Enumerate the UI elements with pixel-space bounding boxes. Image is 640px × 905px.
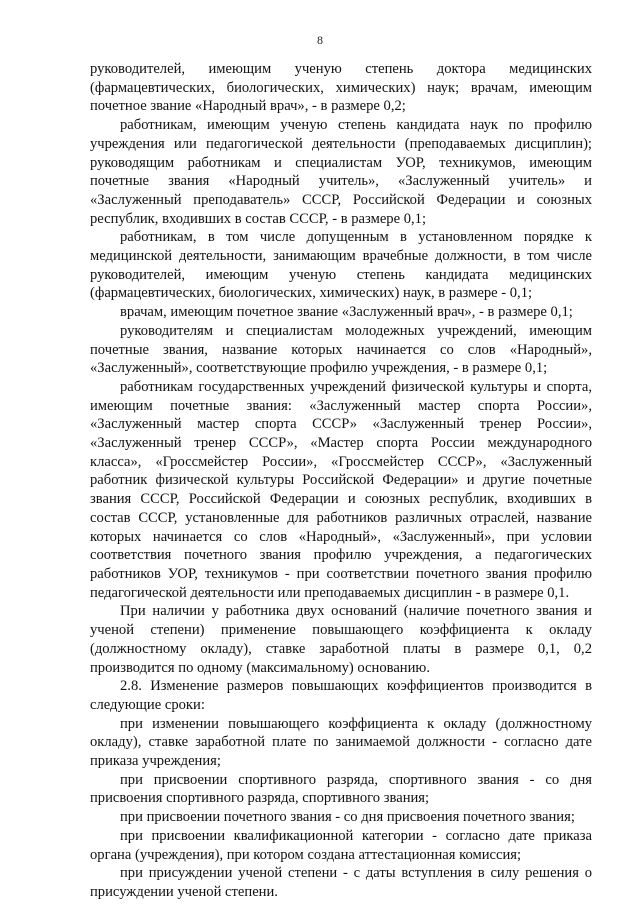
paragraph: врачам, имеющим почетное звание «Заслуженный врач», - в размере 0,1; [120, 304, 573, 321]
paragraph: при присвоении почетного звания - со дня присвоения почетного звания; [120, 809, 575, 826]
document-body [90, 60, 592, 902]
paragraph: при присуждении ученой степени - с даты вступления в силу решения о присуждении ученой степени. [90, 865, 592, 900]
paragraph: при присвоении квалификационной категории - согласно дате приказа органа (учреждения), при котором создана аттестационная комиссия; [90, 827, 592, 863]
paragraph: при присвоении спортивного разряда, спортивного звания - со дня присвоения спортивного разряда, спортивного звания; [90, 771, 592, 807]
paragraph: руководителям и специалистам молодежных учреждений, имеющим почетные звания, название которых начинается со слов «Народный», «Заслуженный», соответствующие профилю учреждения, - в размере 0,1; [90, 322, 592, 377]
paragraph: работникам, в том числе допущенным в установленном порядке к медицинской деятельности, занимающим врачебные должности, в том числе руководителей, имеющим ученую степень кандидата медицинских (фармацевтических, биологических, химических) наук, в размере - 0,1; [90, 229, 592, 302]
paragraph: При наличии у работника двух оснований (наличие почетного звания и ученой степени) применение повышающего коэффициента к окладу (должностному окладу), ставке заработной платы в размере 0,1, 0,2 производится по одному (максимальному) основанию. [90, 603, 592, 676]
paragraph: при изменении повышающего коэффициента к окладу (должностному окладу), ставке заработной плате по занимаемой должности - согласно дате приказа учреждения; [90, 715, 592, 770]
paragraph: 2.8. Изменение размеров повышающих коэффициентов производится в следующие сроки: [90, 678, 592, 713]
paragraph: работникам государственных учреждений физической культуры и спорта, имеющим почетные звания: «Заслуженный мастер спорта России», «Заслуженный мастер спорта СССР» «Заслуженный тренер России», «Заслуженный тренер СССР», «Мастер спорта России международного класса», «Гроссмейстер России», «Гроссмейстер СССР», «Заслуженный работник физической культуры Российской Федерации» и другие почетные звания СССР, Российской Федерации и союзных республик, входивших в состав СССР, установленные для работников различных отраслей, название которых начинается со слов «Народный», «Заслуженный», при условии соответствия почетного звания профилю учреждения, а педагогических работников УОР, техникумов - при соответствии почетного звания профилю педагогической деятельности или преподаваемых дисциплин - в размере 0,1. [90, 378, 592, 601]
page-number: 8 [317, 33, 323, 47]
paragraph: работникам, имеющим ученую степень кандидата наук по профилю учреждения или педагогической деятельности (преподаваемых дисциплин); руководящим работникам и специалистам УОР, техникумов, имеющим почетные звания «Народный учитель», «Заслуженный учитель» и «Заслуженный преподаватель» СССР, Российской Федерации и союзных республик, входивших в состав СССР, - в размере 0,1; [90, 117, 592, 227]
paragraph: руководителей, имеющим ученую степень доктора медицинских (фармацевтических, биологических, химических) наук; врачам, имеющим почетное звание «Народный врач», - в размере 0,2; [90, 61, 592, 115]
